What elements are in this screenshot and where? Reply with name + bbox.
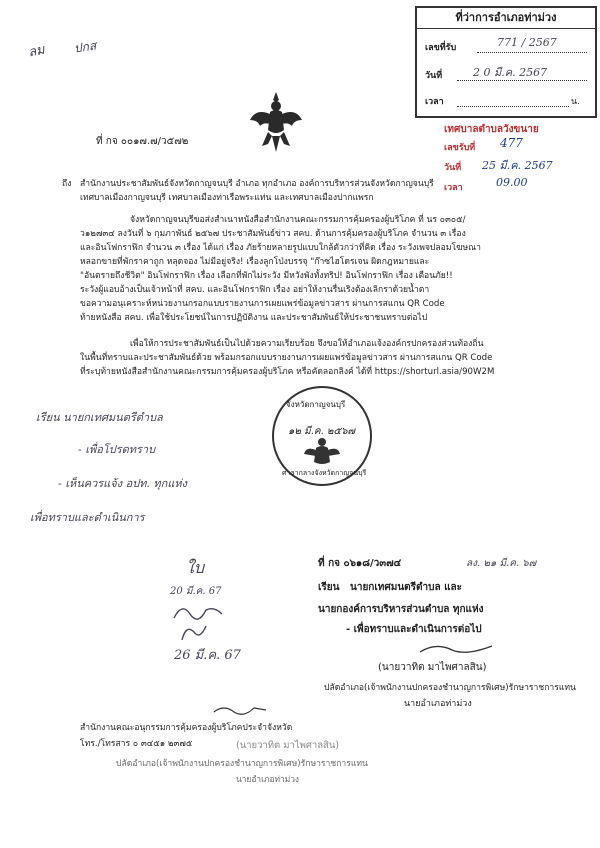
receive-date-value: 2 0 มี.ค. 2567 bbox=[473, 66, 548, 79]
forward-signature-icon bbox=[416, 638, 496, 658]
body1-line: ว๑๒๗๓๔ ลงวันที่ ๖ กุมภาพันธ์ ๒๕๖๗ ประชาสัมพันธ์ข่าว สคบ. ด้านการคุ้มครองผู้บริโภค จำนวน ๓ เรื่อง bbox=[80, 229, 466, 239]
handwritten-date-2: 26 มี.ค. 67 bbox=[174, 648, 241, 663]
receive-no-label: เลขที่รับ bbox=[425, 43, 457, 53]
seal-top-text: จังหวัดกาญจนบุรี bbox=[286, 400, 346, 409]
forward-doc-date: ลง. ๒๑ มี.ค. ๖๗ bbox=[466, 558, 537, 569]
forward-to-label: เรียน bbox=[318, 582, 340, 593]
body1-line: และอินโฟกราฟิก จำนวน ๓ เรื่อง ได้แก่ เรื่อง ภัยร้ายหลายรูปแบบใกล้ตัวกว่าที่คิด เรื่อง ระวังเพจปลอมโฆษณา bbox=[80, 243, 481, 253]
receive-stamp bbox=[415, 6, 597, 118]
body2-line: เพื่อให้การประชาสัมพันธ์เป็นไปด้วยความเรียบร้อย จึงขอให้อำเภอแจ้งองค์กรปกครองส่วนท้องถิ่น bbox=[130, 339, 484, 349]
handwritten-note-3: - เห็นควรแจ้ง อปท. ทุกแห่ง bbox=[58, 477, 188, 490]
signature-icon bbox=[176, 620, 216, 646]
body1-line: "อันตรายถึงชีวิต" อินโฟกราฟิก เรื่อง เลือกที่พักไม่ระวัง มีหวังพังทั้งทริป! อินโฟกราฟิก เรื่อง เตือนภัย!! bbox=[80, 271, 453, 281]
forward-position-1: ปลัดอำเภอ(เจ้าพนักงานปกครองชำนาญการพิเศษ)รักษาราชการแทน bbox=[324, 683, 576, 693]
footer-signature-icon bbox=[210, 700, 270, 720]
to-line-1: สำนักงานประชาสัมพันธ์จังหวัดกาญจนบุรี อำเภอ ทุกอำเภอ องค์การบริหารส่วนจังหวัดกาญจนบุรี bbox=[80, 179, 434, 189]
handwritten-note-2: - เพื่อโปรดทราบ bbox=[78, 443, 156, 456]
receive-no-value: 771 / 2567 bbox=[497, 36, 557, 49]
tambon-date-value: 25 มี.ค. 2567 bbox=[482, 159, 553, 172]
to-label: ถึง bbox=[62, 179, 72, 189]
body1-line: จังหวัดกาญจนบุรีขอส่งสำเนาหนังสือสำนักงานคณะกรรมการคุ้มครองผู้บริโภค ที่ นร ๐๓๐๕/ bbox=[130, 215, 466, 225]
receive-stamp-title: ที่ว่าการอำเภอท่าม่วง bbox=[417, 8, 595, 29]
body1-line: ขอความอนุเคราะห์หน่วยงานกรอกแบบรายงานการเผยแพร่ข้อมูลข่าวสาร ผ่านการสแกน QR Code bbox=[80, 299, 445, 309]
body1-line: ท้ายหนังสือ สคบ. เพื่อใช้ประโยชน์ในการปฏิบัติงาน และประชาสัมพันธ์ให้ประชาชนทราบต่อไป bbox=[80, 313, 428, 323]
footer-stamp-signer: (นายวาทิต มาไพศาลสิน) bbox=[236, 740, 340, 751]
tambon-no-value: 477 bbox=[500, 136, 523, 150]
handwritten-initial: ใบ bbox=[186, 558, 204, 577]
margin-initials: ปกส bbox=[73, 38, 98, 56]
footer-office: สำนักงานคณะอนุกรรมการคุ้มครองผู้บริโภคประจำจังหวัด bbox=[80, 723, 293, 733]
handwritten-note-4: เพื่อทราบและดำเนินการ bbox=[30, 511, 145, 524]
tambon-time-label: เวลา bbox=[444, 183, 463, 193]
forward-purpose: - เพื่อทราบและดำเนินการต่อไป bbox=[346, 624, 482, 635]
tambon-date-label: วันที่ bbox=[444, 163, 462, 173]
to-line-2: เทศบาลเมืองกาญจนบุรี เทศบาลเมืองท่าเรือพระแท่น และเทศบาลเมืองปากแพรก bbox=[80, 193, 374, 203]
province-seal bbox=[272, 386, 372, 486]
forward-to-line-2: นายกองค์การบริหารส่วนตำบล ทุกแห่ง bbox=[318, 604, 484, 615]
handwritten-note-1: เรียน นายกเทศมนตรีตำบล bbox=[36, 411, 163, 424]
tambon-no-label: เลขรับที่ bbox=[444, 143, 476, 153]
seal-date: ๑๒ มี.ค. ๒๕๖๗ bbox=[288, 426, 355, 437]
forward-doc-no: ที่ กจ ๐๖๑๘/ว๓๗๔ bbox=[318, 558, 402, 569]
seal-bottom-text: ศาลากลางจังหวัดกาญจนบุรี bbox=[282, 469, 367, 477]
garuda-emblem-icon bbox=[248, 90, 304, 156]
body2-line: ในพื้นที่ทราบและประชาสัมพันธ์ด้วย พร้อมกรอกแบบรายงานการเผยแพร่ข้อมูลข่าวสาร ผ่านการสแกน QR Code bbox=[80, 353, 493, 363]
doc-number: ที่ กจ ๐๐๑๗.๗/ว๕๗๒ bbox=[96, 136, 189, 147]
forward-position-2: นายอำเภอท่าม่วง bbox=[404, 699, 472, 709]
footer-stamp-position-1: ปลัดอำเภอ(เจ้าพนักงานปกครองชำนาญการพิเศษ)รักษาราชการแทน bbox=[116, 759, 368, 769]
seal-garuda-icon bbox=[304, 432, 340, 468]
receive-date-label: วันที่ bbox=[425, 71, 443, 81]
handwritten-date-1: 20 มี.ค. 67 bbox=[170, 586, 222, 597]
body2-line: ที่ระบุท้ายหนังสือสำนักงานคณะกรรมการคุ้มครองผู้บริโภค หรือคัดลอกลิงค์ ได้ที่ https://shorturl.asia/90W2M bbox=[80, 367, 495, 377]
margin-mark: ลม bbox=[26, 42, 47, 61]
forward-signer: (นายวาทิต มาไพศาลสิน) bbox=[378, 662, 487, 673]
receive-time-suffix: น. bbox=[571, 97, 581, 107]
body1-line: ระวังผู้แอบอ้างเป็นเจ้าหน้าที่ สคบ. และอินโฟกราฟิก เรื่อง อย่าให้งานรื่นเริงต้องเลิกราด้วยน้ำตา bbox=[80, 285, 430, 295]
footer-phone: โทร./โทรสาร ๐ ๓๔๕๑ ๒๓๗๕ bbox=[80, 739, 193, 749]
receive-time-label: เวลา bbox=[425, 97, 444, 107]
footer-stamp-position-2: นายอำเภอท่าม่วง bbox=[236, 774, 300, 784]
forward-to-line-1: นายกเทศมนตรีตำบล และ bbox=[350, 582, 463, 593]
body1-line: หลอกขายที่พักราคาถูก หลุดจอง ไม่มีอยู่จริง! เรื่องลูกโป่งบรรจุ "ก๊าซไฮโดรเจน ผิดกฎหมายและ bbox=[80, 257, 430, 267]
tambon-time-value: 09.00 bbox=[496, 176, 528, 189]
tambon-stamp-title: เทศบาลตำบลวังขนาย bbox=[444, 124, 539, 135]
